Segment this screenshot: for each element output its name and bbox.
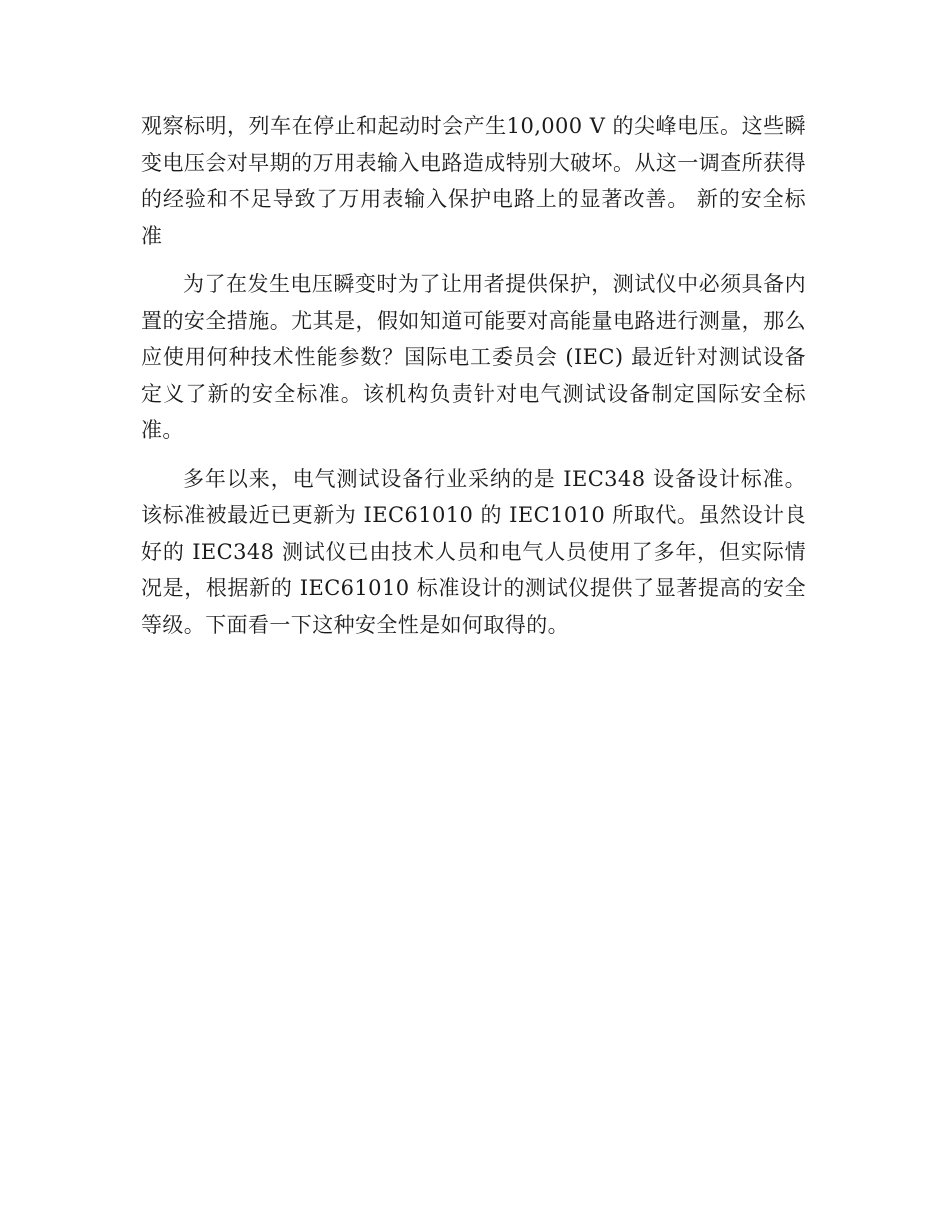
document-body [141,108,806,655]
paragraph-safety-measures: 为了在发生电压瞬变时为了让用者提供保护，测试仪中必须具备内置的安全措施。尤其是，假如知道可能要对高能量电路进行测量，那么应使用何种技术性能参数？国际电工委员会 (IEC) 最近针对测试设备定义了新的安全标准。该机构负责针对电气测试设备制定国际安全标准。 [141,272,806,442]
paragraph-transient-voltage: 观察标明，列车在停止和起动时会产生10,000 V 的尖峰电压。这些瞬变电压会对早期的万用表输入电路造成特别大破坏。从这一调查所获得的经验和不足导致了万用表输入保护电路上的显著改善。 新的安全标准 [141,114,806,248]
paragraph-iec-standards: 多年以来，电气测试设备行业采纳的是 IEC348 设备设计标准。该标准被最近已更新为 IEC61010 的 IEC1010 所取代。虽然设计良好的 IEC348 测试仪已由技术人员和电气人员使用了多年，但实际情况是，根据新的 IEC61010 标准设计的测试仪提供了显著提高的安全等级。下面看一下这种安全性是如何取得的。 [141,466,806,637]
